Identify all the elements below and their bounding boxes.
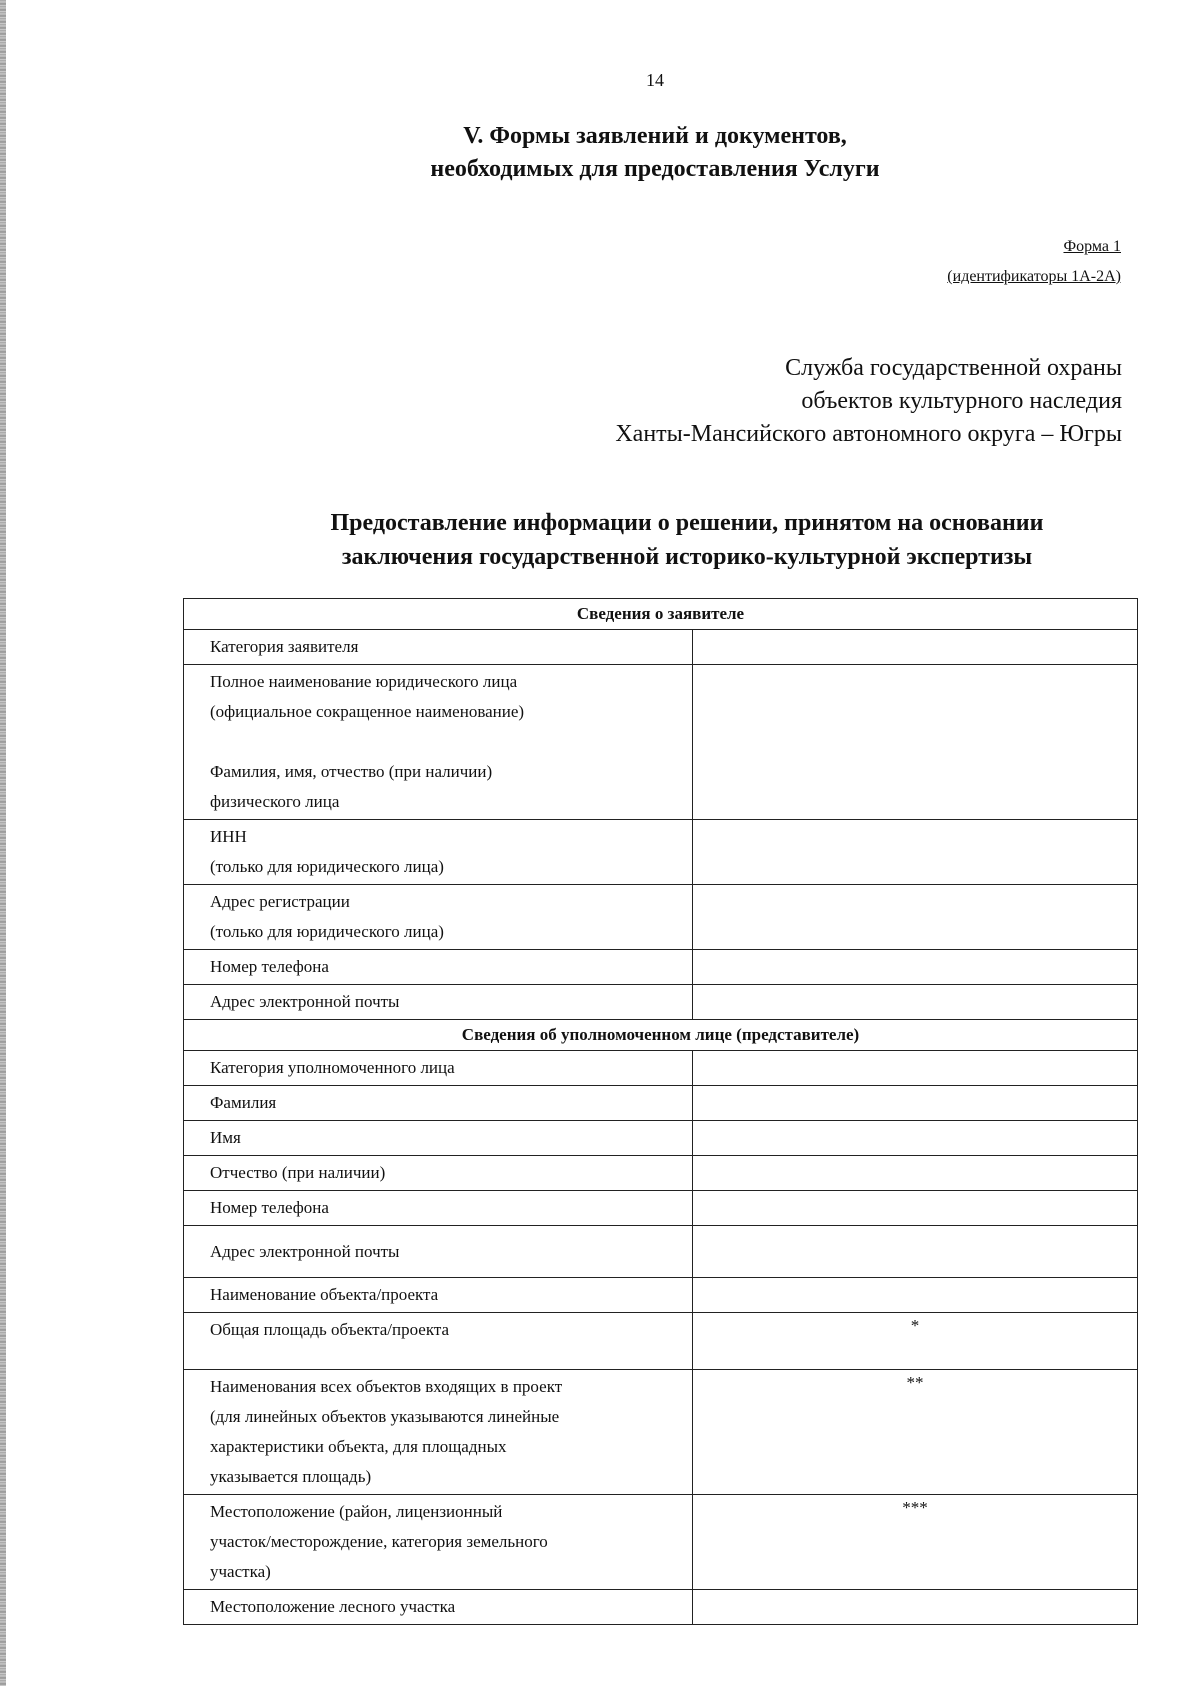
inn-label xyxy=(184,820,693,885)
person-name-line-1: Фамилия, имя, отчество (при наличии) xyxy=(210,762,493,781)
spacer xyxy=(210,727,684,757)
email-label: Адрес электронной почты xyxy=(184,985,693,1020)
addressee-line-1: Служба государственной охраны xyxy=(785,355,1122,381)
table-row xyxy=(184,820,1138,885)
project-objects-line-2: (для линейных объектов указываются линейные xyxy=(210,1407,560,1426)
table-row xyxy=(184,1121,1138,1156)
table-row xyxy=(184,1086,1138,1121)
location-field[interactable]: *** xyxy=(693,1495,1138,1590)
table-row xyxy=(184,1370,1138,1495)
representative-first-name-label: Имя xyxy=(184,1121,693,1156)
location-line-3: участка) xyxy=(210,1562,271,1581)
table-row xyxy=(184,1020,1138,1051)
section-title-line-2: необходимых для предоставления Услуги xyxy=(430,156,880,182)
email-field[interactable] xyxy=(693,985,1138,1020)
table-row xyxy=(184,1313,1138,1370)
document-title-line-2: заключения государственной историко-культурной экспертизы xyxy=(341,544,1033,570)
object-name-field[interactable] xyxy=(693,1278,1138,1313)
representative-last-name-field[interactable] xyxy=(693,1086,1138,1121)
location-label xyxy=(184,1495,693,1590)
project-objects-line-4: указывается площадь) xyxy=(210,1467,372,1486)
inn-line-1: ИНН xyxy=(210,827,247,846)
person-name-line-2: физического лица xyxy=(210,792,340,811)
scan-edge xyxy=(0,0,6,1686)
section-title-line-1: V. Формы заявлений и документов, xyxy=(463,123,847,149)
table-row xyxy=(184,985,1138,1020)
representative-email-label: Адрес электронной почты xyxy=(184,1226,693,1278)
addressee xyxy=(615,352,1122,451)
table-row xyxy=(184,1278,1138,1313)
form-number: Форма 1 xyxy=(1063,238,1121,255)
table-row xyxy=(184,665,1138,820)
applicant-category-label: Категория заявителя xyxy=(184,630,693,665)
legal-name-line-1: Полное наименование юридического лица xyxy=(210,672,518,691)
representative-phone-field[interactable] xyxy=(693,1191,1138,1226)
representative-category-label: Категория уполномоченного лица xyxy=(184,1051,693,1086)
document-title xyxy=(270,506,1104,574)
table-row xyxy=(184,1495,1138,1590)
applicant-name-label xyxy=(184,665,693,820)
table-row xyxy=(184,885,1138,950)
project-objects-label xyxy=(184,1370,693,1495)
form-identifiers: (идентификаторы 1А-2А) xyxy=(947,268,1121,285)
addressee-line-3: Ханты-Мансийского автономного округа – Югры xyxy=(615,421,1122,447)
object-area-field[interactable]: * xyxy=(693,1313,1138,1370)
registration-address-label xyxy=(184,885,693,950)
inn-field[interactable] xyxy=(693,820,1138,885)
location-line-1: Местоположение (район, лицензионный xyxy=(210,1502,503,1521)
section-title xyxy=(0,120,1200,186)
forest-location-label: Местоположение лесного участка xyxy=(184,1590,693,1625)
representative-section-header: Сведения об уполномоченном лице (представителе) xyxy=(184,1020,1138,1051)
applicant-category-field[interactable] xyxy=(693,630,1138,665)
applicant-section-header: Сведения о заявителе xyxy=(184,599,1138,630)
registration-address-line-2: (только для юридического лица) xyxy=(210,922,444,941)
registration-address-field[interactable] xyxy=(693,885,1138,950)
applicant-name-field[interactable] xyxy=(693,665,1138,820)
inn-line-2: (только для юридического лица) xyxy=(210,857,444,876)
representative-last-name-label: Фамилия xyxy=(184,1086,693,1121)
table-row xyxy=(184,1590,1138,1625)
object-area-label: Общая площадь объекта/проекта xyxy=(184,1313,693,1370)
table-row xyxy=(184,1191,1138,1226)
table-row xyxy=(184,630,1138,665)
phone-label: Номер телефона xyxy=(184,950,693,985)
representative-patronymic-field[interactable] xyxy=(693,1156,1138,1191)
project-objects-field[interactable]: ** xyxy=(693,1370,1138,1495)
representative-email-field[interactable] xyxy=(693,1226,1138,1278)
page-number: 14 xyxy=(646,70,664,90)
form-reference xyxy=(947,232,1121,292)
table-row xyxy=(184,950,1138,985)
table-row xyxy=(184,599,1138,630)
representative-patronymic-label: Отчество (при наличии) xyxy=(184,1156,693,1191)
table-row xyxy=(184,1226,1138,1278)
table-row xyxy=(184,1051,1138,1086)
forest-location-field[interactable] xyxy=(693,1590,1138,1625)
registration-address-line-1: Адрес регистрации xyxy=(210,892,350,911)
representative-first-name-field[interactable] xyxy=(693,1121,1138,1156)
legal-name-line-2: (официальное сокращенное наименование) xyxy=(210,702,525,721)
project-objects-line-1: Наименования всех объектов входящих в проект xyxy=(210,1377,563,1396)
addressee-line-2: объектов культурного наследия xyxy=(801,388,1122,414)
location-line-2: участок/месторождение, категория земельного xyxy=(210,1532,548,1551)
object-name-label: Наименование объекта/проекта xyxy=(184,1278,693,1313)
phone-field[interactable] xyxy=(693,950,1138,985)
application-form-table xyxy=(183,598,1138,1625)
table-row xyxy=(184,1156,1138,1191)
project-objects-line-3: характеристики объекта, для площадных xyxy=(210,1437,507,1456)
document-title-line-1: Предоставление информации о решении, принятом на основании xyxy=(330,510,1044,536)
representative-category-field[interactable] xyxy=(693,1051,1138,1086)
representative-phone-label: Номер телефона xyxy=(184,1191,693,1226)
